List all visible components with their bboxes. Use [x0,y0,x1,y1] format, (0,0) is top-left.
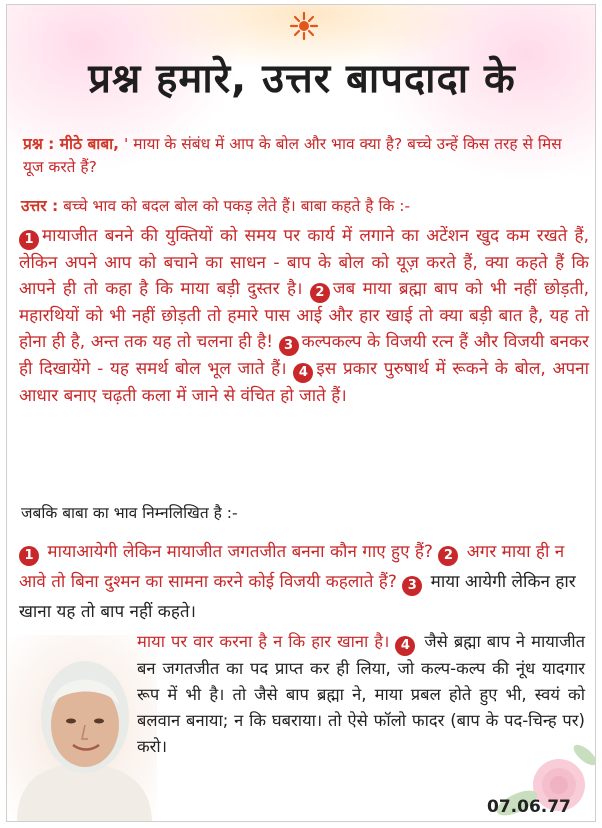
question-block [23,133,583,179]
number-badge: 3 [402,576,422,596]
number-badge: 4 [293,363,313,383]
number-badge: 3 [279,336,299,356]
portrait-image [7,635,157,822]
number-badge: 2 [438,546,458,566]
answer-text: बच्चे भाव को बदल बोल को पकड़ लेते हैं। बाबा कहते है कि :- [58,197,411,215]
point-b-3: माया आयेगी लेकिन हार खाना यह तो बाप नहीं कहते। [19,572,576,622]
point-a-1: मायाजीत बनने की युक्तियों को समय पर कार्य में लगाने का अटेंशन खुद कम रखते हैं, लेकिन अपने आप को बचाने का साधन - बाप के बोल को यूज़ करते हैं, क्या कहते हैं कि आपने ही तो कहा है कि माया बड़ी दुस्तर है। [19,226,589,299]
number-badge: 1 [19,546,39,566]
card [6,4,596,822]
point-a-4: इस प्रकार पुरुषार्थ में रूकने के बोल, अपना आधार बनाए चढ़ती कला में जाने से वंचित हो जाते हैं। [19,359,590,406]
answer-line [21,195,585,218]
point-a-2: जब माया ब्रह्मा बाप को भी नहीं छोड़ती, महारथियों को भी नहीं छोड़ती तो हमारे पास आई और हार खाई तो क्या बड़ी बात है, यह तो होना ही है, अन्त तक यह तो चलना ही है! [19,279,590,352]
point-a-3: कल्पकल्प के विजयी रत्न हैं और विजयी बनकर ही दिखायेंगे - यह समर्थ बोल भूल जाते हैं। [19,332,589,379]
question-text: ' माया के संबंध में आप के बोल और भाव क्या है? बच्चे उन्हें किस तरह से मिस यूज करते हैं? [23,135,562,176]
date-label: 07.06.77 [487,797,571,817]
number-badge: 1 [19,230,39,250]
point-b-2: अगर माया ही न आवे तो बिना दुश्मन का सामना करने कोई विजयी कहलाते हैं? [19,542,565,592]
intro-line: जबकि बाबा का भाव निम्नलिखित है :- [21,504,238,522]
points-b-paragraph [19,537,589,627]
page-title: प्रश्न हमारे, उत्तर बापदादा के [88,56,516,102]
question-label: प्रश्न : मीठे बाबा, [23,135,120,153]
number-badge: 4 [395,636,415,656]
number-badge: 2 [310,283,330,303]
point-b-tail: माया पर वार करना है न कि हार खाना है। [137,632,390,651]
points-a-paragraph [19,223,589,409]
shiva-star-icon [289,11,319,41]
point-b-4: जैसे ब्रह्मा बाप ने मायाजीत बन जगतजीत का पद प्राप्त कर ही लिया, जो कल्प-कल्प की नूंध यादगार रूप में भी है। तो जैसे बाप ब्रह्मा ने, माया प्रबल होते हुए भी, स्वयं को बलवान बनाया; न कि घबराया। तो ऐसे फॉलो फादर (बाप के पद-चिन्ह पर) करो। [137,632,585,756]
point-b-1: मायाआयेगी लेकिन मायाजीत जगतजीत बनना कौन गाए हुए हैं? [47,542,433,562]
answer-label: उत्तर : [21,197,59,215]
